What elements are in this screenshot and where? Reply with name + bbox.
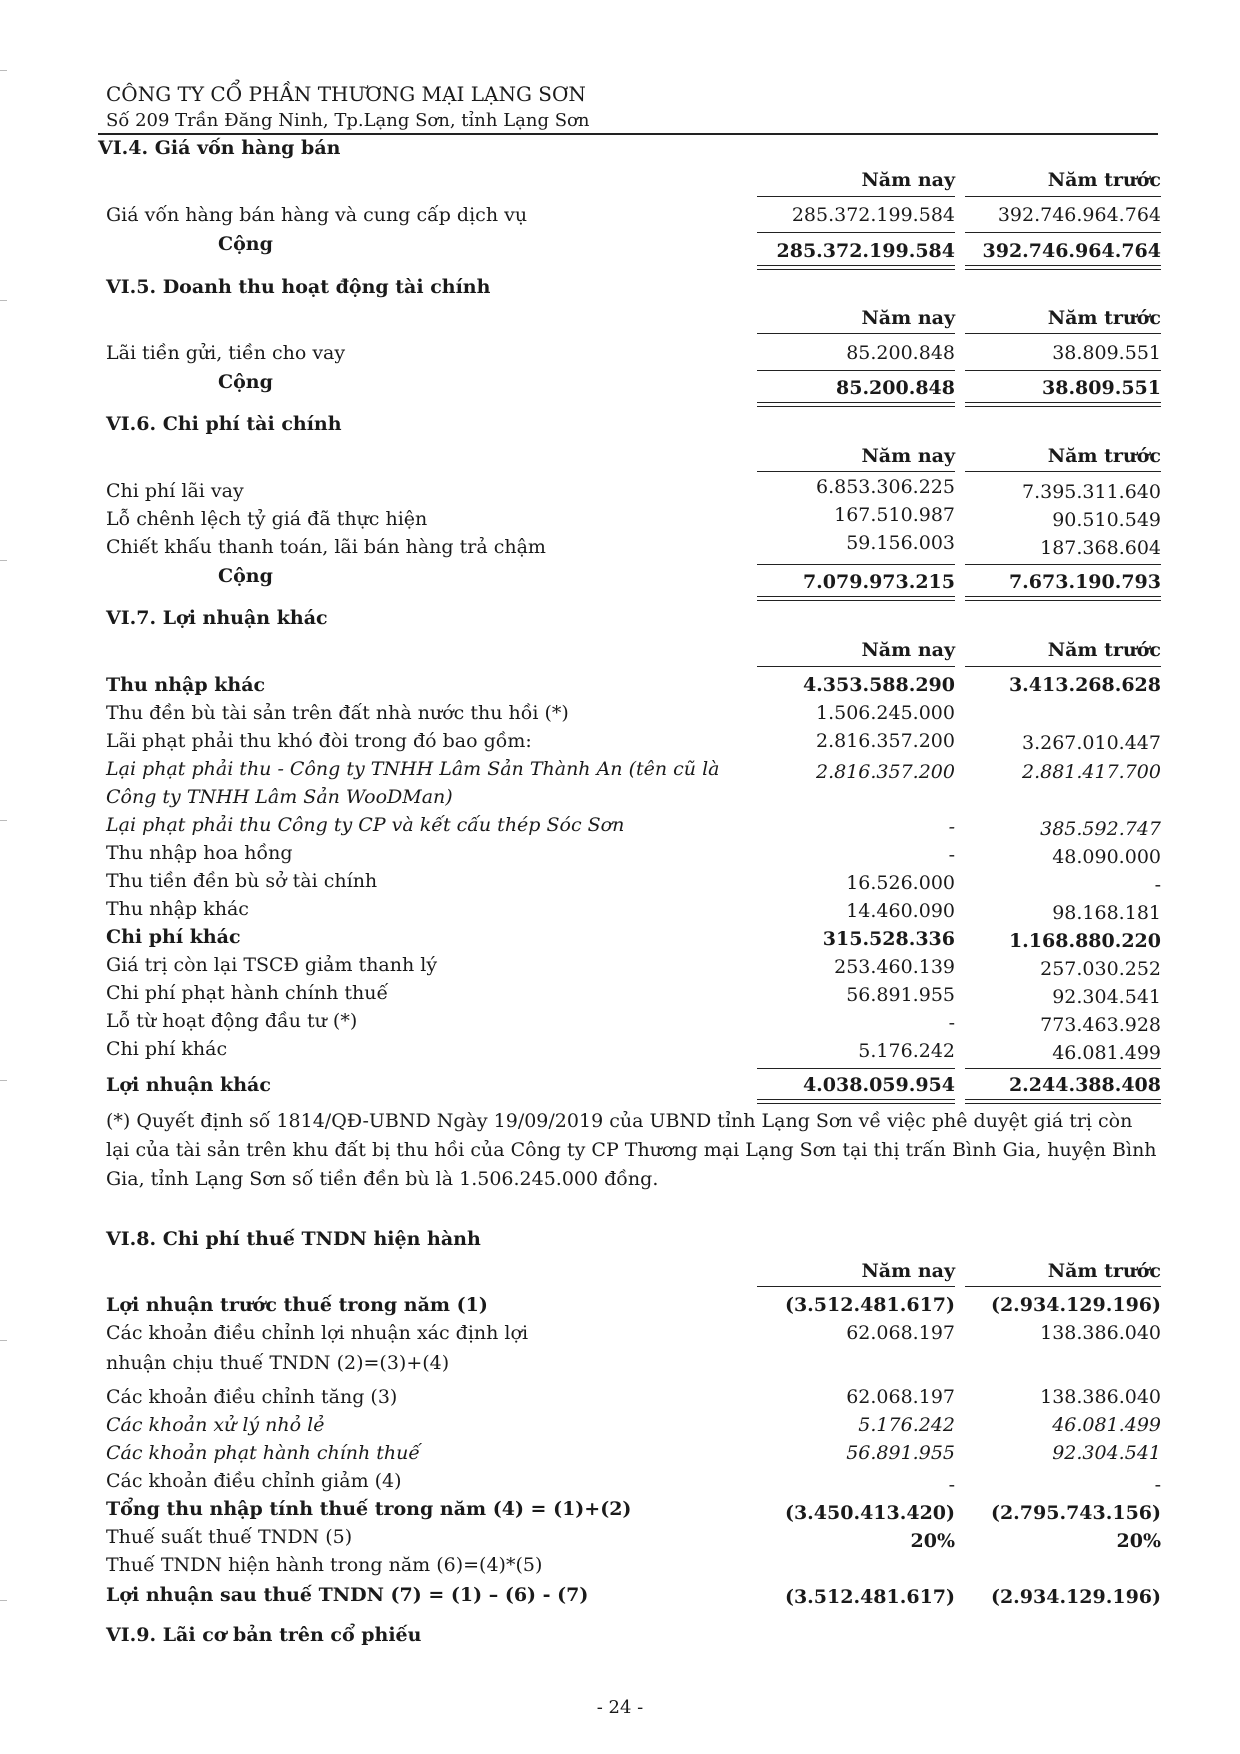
row-label: Lại phạt phải thu Công ty CP và kết cấu thép Sóc Sơn bbox=[106, 814, 625, 836]
header-divider bbox=[98, 133, 1158, 135]
value-current: 56.891.955 bbox=[846, 1442, 955, 1464]
value-current: 167.510.987 bbox=[834, 504, 955, 526]
col-header-previous: Năm trước bbox=[1047, 639, 1161, 661]
value-previous: 46.081.499 bbox=[1052, 1042, 1161, 1064]
row-label: Thuế suất thuế TNDN (5) bbox=[106, 1526, 353, 1548]
value-previous: (2.795.743.156) bbox=[990, 1502, 1161, 1524]
col-header-previous: Năm trước bbox=[1047, 169, 1161, 191]
col-header-current: Năm nay bbox=[861, 445, 955, 467]
value-previous: 1.168.880.220 bbox=[1008, 930, 1161, 952]
subtotal-rule bbox=[757, 370, 955, 371]
col-header-previous: Năm trước bbox=[1047, 1260, 1161, 1282]
value-current: 14.460.090 bbox=[846, 900, 955, 922]
row-label: Chi phí phạt hành chính thuế bbox=[106, 982, 389, 1004]
row-label: Thu tiền đền bù sở tài chính bbox=[106, 870, 378, 892]
section-title-vi7: VI.7. Lợi nhuận khác bbox=[106, 607, 328, 629]
row-label: Lại phạt phải thu - Công ty TNHH Lâm Sản Thành An (tên cũ là bbox=[106, 758, 720, 780]
row-label: Chi phí khác bbox=[106, 1038, 228, 1060]
value-previous: 138.386.040 bbox=[1040, 1386, 1161, 1408]
value-previous: (2.934.129.196) bbox=[990, 1294, 1161, 1316]
col-header-underline bbox=[757, 333, 955, 334]
value-previous: - bbox=[1154, 874, 1161, 896]
total-previous: 7.673.190.793 bbox=[1008, 571, 1161, 593]
col-header-underline bbox=[965, 196, 1161, 197]
value-previous: 2.881.417.700 bbox=[1021, 761, 1161, 783]
row-label: Giá trị còn lại TSCĐ giảm thanh lý bbox=[106, 954, 438, 976]
value-current: (3.512.481.617) bbox=[784, 1586, 955, 1608]
binding-mark bbox=[0, 1080, 7, 1081]
col-header-underline bbox=[757, 1286, 955, 1287]
total-previous: 392.746.964.764 bbox=[982, 240, 1161, 262]
subtotal-rule bbox=[757, 564, 955, 565]
row-label: Thu nhập khác bbox=[106, 674, 266, 696]
value-previous: 48.090.000 bbox=[1052, 846, 1161, 868]
row-label: Tổng thu nhập tính thuế trong năm (4) = (1)+(2) bbox=[106, 1498, 632, 1520]
total-label: Cộng bbox=[218, 233, 273, 255]
binding-mark bbox=[0, 1600, 7, 1601]
row-label: Các khoản điều chỉnh tăng (3) bbox=[106, 1386, 398, 1408]
value-previous: 92.304.541 bbox=[1052, 1442, 1161, 1464]
subtotal-rule bbox=[965, 370, 1161, 371]
row-label: Lãi phạt phải thu khó đòi trong đó bao gồm: bbox=[106, 730, 532, 752]
page-number: - 24 - bbox=[596, 1697, 644, 1718]
col-header-current: Năm nay bbox=[861, 639, 955, 661]
section-title-vi5: VI.5. Doanh thu hoạt động tài chính bbox=[106, 276, 491, 298]
value-previous: 773.463.928 bbox=[1040, 1014, 1161, 1036]
row-label-cont: Công ty TNHH Lâm Sản WooDMan) bbox=[106, 786, 453, 808]
total-double-rule bbox=[965, 1099, 1161, 1104]
company-name: CÔNG TY CỔ PHẦN THƯƠNG MẠI LẠNG SƠN bbox=[106, 82, 586, 106]
total-current: 285.372.199.584 bbox=[776, 240, 955, 262]
row-label: Lỗ chênh lệch tỷ giá đã thực hiện bbox=[106, 508, 428, 530]
col-header-underline bbox=[757, 666, 955, 667]
value-current: 62.068.197 bbox=[846, 1386, 955, 1408]
value-previous: 3.267.010.447 bbox=[1021, 732, 1161, 754]
value-previous: 38.809.551 bbox=[1052, 342, 1161, 364]
value-previous: 257.030.252 bbox=[1040, 958, 1161, 980]
binding-mark bbox=[0, 820, 7, 821]
value-current: 5.176.242 bbox=[858, 1040, 955, 1062]
row-label: Các khoản điều chỉnh lợi nhuận xác định lợi bbox=[106, 1322, 529, 1344]
total-double-rule bbox=[965, 265, 1161, 270]
value-previous: 20% bbox=[1116, 1530, 1161, 1552]
row-label: Các khoản phạt hành chính thuế bbox=[106, 1442, 421, 1464]
value-current: 62.068.197 bbox=[846, 1322, 955, 1344]
binding-mark bbox=[0, 560, 7, 561]
value-current: 16.526.000 bbox=[846, 872, 955, 894]
value-previous: 98.168.181 bbox=[1052, 902, 1161, 924]
value-current: 5.176.242 bbox=[858, 1414, 955, 1436]
row-label: Thu nhập khác bbox=[106, 898, 249, 920]
col-header-underline bbox=[965, 1286, 1161, 1287]
row-label: Các khoản xử lý nhỏ lẻ bbox=[106, 1414, 325, 1436]
total-double-rule bbox=[757, 265, 955, 270]
value-previous: 46.081.499 bbox=[1052, 1414, 1161, 1436]
value-current: 59.156.003 bbox=[846, 532, 955, 554]
total-current: 4.038.059.954 bbox=[802, 1074, 955, 1096]
row-label: Lãi tiền gửi, tiền cho vay bbox=[106, 342, 346, 364]
subtotal-rule bbox=[965, 232, 1161, 233]
row-label: Lợi nhuận trước thuế trong năm (1) bbox=[106, 1294, 488, 1316]
value-current: 285.372.199.584 bbox=[791, 204, 955, 226]
footnote: (*) Quyết định số 1814/QĐ-UBND Ngày 19/09/2019 của UBND tỉnh Lạng Sơn về việc phê duyệt giá trị còn lại của tài sản trên khu đất bị thu hồi của Công ty CP Thương mại Lạng Sơn tại thị trấn Bình Gia, huyện Bình Gia, tỉnh Lạng Sơn số tiền đền bù là 1.506.245.000 đồng. bbox=[106, 1110, 1157, 1190]
value-current: 2.816.357.200 bbox=[815, 730, 955, 752]
row-label-cont: nhuận chịu thuế TNDN (2)=(3)+(4) bbox=[106, 1352, 450, 1374]
row-label: Chiết khấu thanh toán, lãi bán hàng trả chậm bbox=[106, 536, 546, 558]
total-double-rule bbox=[757, 596, 955, 601]
value-current: 85.200.848 bbox=[846, 342, 955, 364]
value-current: - bbox=[948, 1012, 955, 1034]
subtotal-rule bbox=[965, 564, 1161, 565]
row-label: Các khoản điều chỉnh giảm (4) bbox=[106, 1470, 402, 1492]
col-header-underline bbox=[965, 471, 1161, 472]
value-current: - bbox=[948, 1474, 955, 1496]
total-label: Cộng bbox=[218, 371, 273, 393]
col-header-current: Năm nay bbox=[861, 307, 955, 329]
row-label: Thu nhập hoa hồng bbox=[106, 842, 293, 864]
value-current: 253.460.139 bbox=[834, 956, 955, 978]
value-previous: - bbox=[1154, 1474, 1161, 1496]
value-previous: 392.746.964.764 bbox=[997, 204, 1161, 226]
section-title-vi6: VI.6. Chi phí tài chính bbox=[106, 413, 342, 435]
col-header-previous: Năm trước bbox=[1047, 307, 1161, 329]
total-label: Cộng bbox=[218, 565, 273, 587]
subtotal-rule bbox=[965, 1068, 1161, 1069]
binding-mark bbox=[0, 70, 7, 71]
value-previous: 187.368.604 bbox=[1040, 537, 1161, 559]
col-header-underline bbox=[965, 333, 1161, 334]
value-current: - bbox=[948, 816, 955, 838]
binding-mark bbox=[0, 300, 7, 301]
company-address: Số 209 Trần Đăng Ninh, Tp.Lạng Sơn, tỉnh Lạng Sơn bbox=[106, 110, 590, 131]
section-title-vi8: VI.8. Chi phí thuế TNDN hiện hành bbox=[106, 1228, 481, 1250]
total-previous: 2.244.388.408 bbox=[1008, 1074, 1161, 1096]
total-double-rule bbox=[965, 402, 1161, 407]
value-current: 315.528.336 bbox=[822, 928, 955, 950]
col-header-underline bbox=[965, 666, 1161, 667]
total-double-rule bbox=[965, 596, 1161, 601]
section-title-vi4: VI.4. Giá vốn hàng bán bbox=[98, 137, 341, 159]
total-current: 7.079.973.215 bbox=[802, 571, 955, 593]
value-current: 2.816.357.200 bbox=[815, 761, 955, 783]
total-label: Lợi nhuận khác bbox=[106, 1074, 271, 1096]
value-current: 20% bbox=[910, 1530, 955, 1552]
col-header-underline bbox=[757, 196, 955, 197]
value-previous: 385.592.747 bbox=[1040, 818, 1161, 840]
value-current: 1.506.245.000 bbox=[815, 702, 955, 724]
row-label: Giá vốn hàng bán hàng và cung cấp dịch vụ bbox=[106, 204, 528, 226]
row-label: Lỗ từ hoạt động đầu tư (*) bbox=[106, 1010, 358, 1032]
subtotal-rule bbox=[757, 1068, 955, 1069]
total-double-rule bbox=[757, 1099, 955, 1104]
subtotal-rule bbox=[757, 232, 955, 233]
value-current: (3.512.481.617) bbox=[784, 1294, 955, 1316]
value-current: 56.891.955 bbox=[846, 984, 955, 1006]
row-label: Chi phí lãi vay bbox=[106, 480, 244, 502]
total-previous: 38.809.551 bbox=[1042, 377, 1161, 399]
value-previous: 138.386.040 bbox=[1040, 1322, 1161, 1344]
value-current: - bbox=[948, 844, 955, 866]
value-previous: 3.413.268.628 bbox=[1008, 674, 1161, 696]
row-label: Thuế TNDN hiện hành trong năm (6)=(4)*(5) bbox=[106, 1554, 543, 1576]
value-previous: (2.934.129.196) bbox=[990, 1586, 1161, 1608]
col-header-underline bbox=[757, 471, 955, 472]
value-previous: 90.510.549 bbox=[1052, 509, 1161, 531]
row-label: Chi phí khác bbox=[106, 926, 241, 948]
value-current: (3.450.413.420) bbox=[784, 1502, 955, 1524]
row-label: Lợi nhuận sau thuế TNDN (7) = (1) – (6) - (7) bbox=[106, 1584, 589, 1606]
total-double-rule bbox=[757, 402, 955, 407]
section-title-vi9: VI.9. Lãi cơ bản trên cổ phiếu bbox=[106, 1624, 422, 1646]
col-header-current: Năm nay bbox=[861, 1260, 955, 1282]
value-previous: 92.304.541 bbox=[1052, 986, 1161, 1008]
value-previous: 7.395.311.640 bbox=[1021, 481, 1161, 503]
binding-mark bbox=[0, 1340, 7, 1341]
total-current: 85.200.848 bbox=[836, 377, 955, 399]
value-current: 6.853.306.225 bbox=[815, 476, 955, 498]
col-header-current: Năm nay bbox=[861, 169, 955, 191]
row-label: Thu đền bù tài sản trên đất nhà nước thu hồi (*) bbox=[106, 702, 569, 724]
col-header-previous: Năm trước bbox=[1047, 445, 1161, 467]
value-current: 4.353.588.290 bbox=[802, 674, 955, 696]
